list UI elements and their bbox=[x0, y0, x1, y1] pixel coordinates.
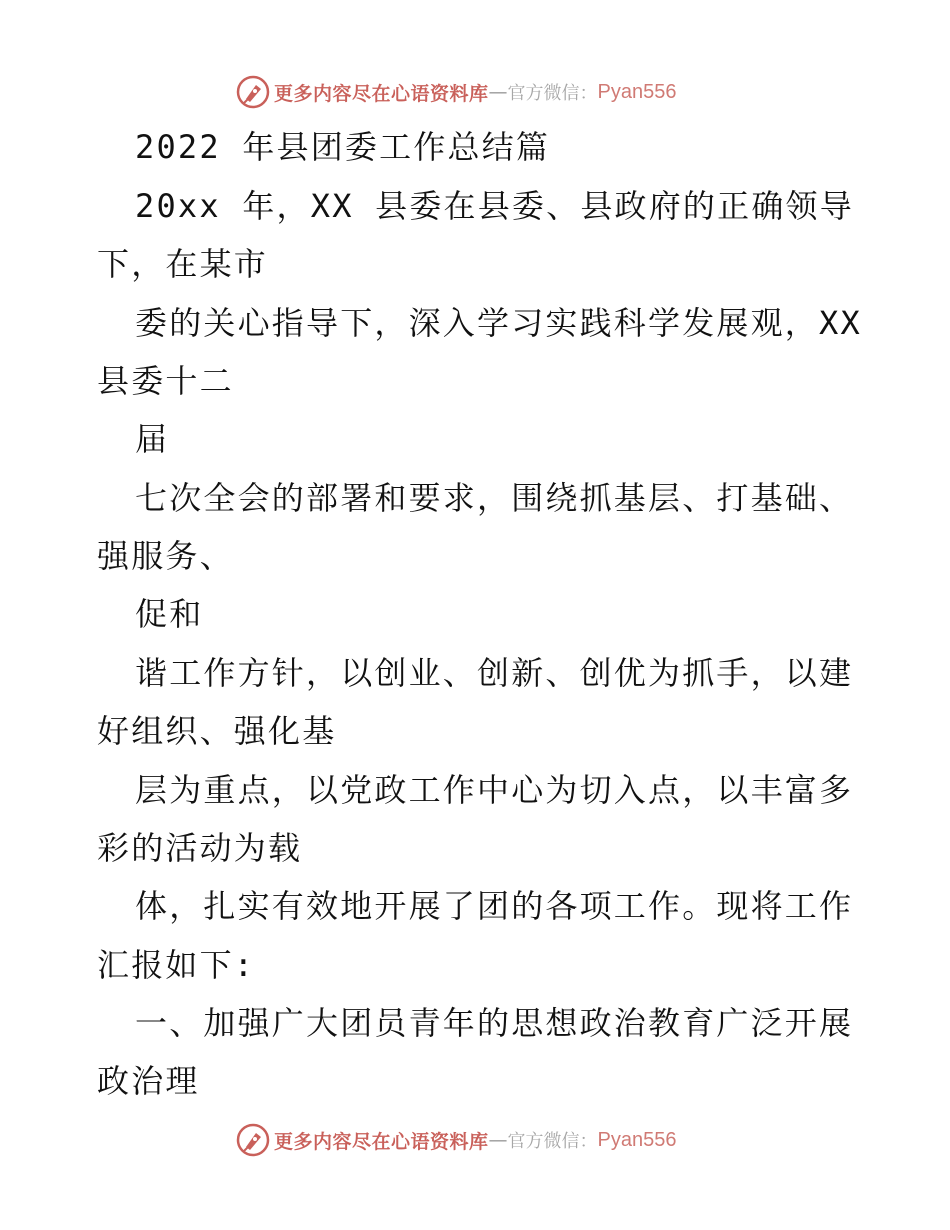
watermark-wechat-label: 官方微信： bbox=[507, 83, 598, 104]
watermark-separator: — bbox=[488, 1129, 508, 1151]
text-line: 20xx 年，XX 县委在县委、县政府的正确领导 bbox=[135, 187, 854, 225]
text-line: 下，在某市 bbox=[97, 245, 269, 283]
watermark-wechat-id: Pyan556 bbox=[597, 80, 677, 103]
text-line: 一、加强广大团员青年的思想政治教育广泛开展 bbox=[135, 1004, 854, 1042]
watermark-separator: — bbox=[488, 81, 508, 103]
text-line: 委的关心指导下，深入学习实践科学发展观，XX bbox=[135, 304, 862, 342]
text-line: 体，扎实有效地开展了团的各项工作。现将工作 bbox=[135, 887, 854, 925]
text-line: 县委十二 bbox=[97, 362, 234, 400]
watermark-wechat-label: 官方微信： bbox=[507, 1131, 598, 1152]
text-line: 彩的活动为载 bbox=[97, 829, 303, 867]
text-line: 促和 bbox=[135, 595, 204, 633]
text-line: 政治理 bbox=[97, 1062, 200, 1100]
text-line: 谐工作方针，以创业、创新、创优为抓手，以建 bbox=[135, 654, 854, 692]
text-line: 七次全会的部署和要求，围绕抓基层、打基础、 bbox=[135, 479, 854, 517]
text-line: 层为重点，以党政工作中心为切入点，以丰富多 bbox=[135, 771, 854, 809]
pen-nib-logo-icon bbox=[236, 1123, 270, 1157]
watermark-main-text: 更多内容尽在心语资料库 bbox=[274, 1130, 489, 1153]
text-line: 强服务、 bbox=[97, 537, 234, 575]
text-line: 届 bbox=[135, 420, 170, 458]
watermark-wechat-id: Pyan556 bbox=[597, 1128, 677, 1151]
text-line: 汇报如下: bbox=[97, 946, 256, 984]
watermark-main-text: 更多内容尽在心语资料库 bbox=[274, 82, 489, 105]
footer-watermark bbox=[236, 1120, 716, 1160]
document-title: 2022 年县团委工作总结篇 bbox=[135, 128, 551, 166]
text-line: 好组织、强化基 bbox=[97, 712, 337, 750]
